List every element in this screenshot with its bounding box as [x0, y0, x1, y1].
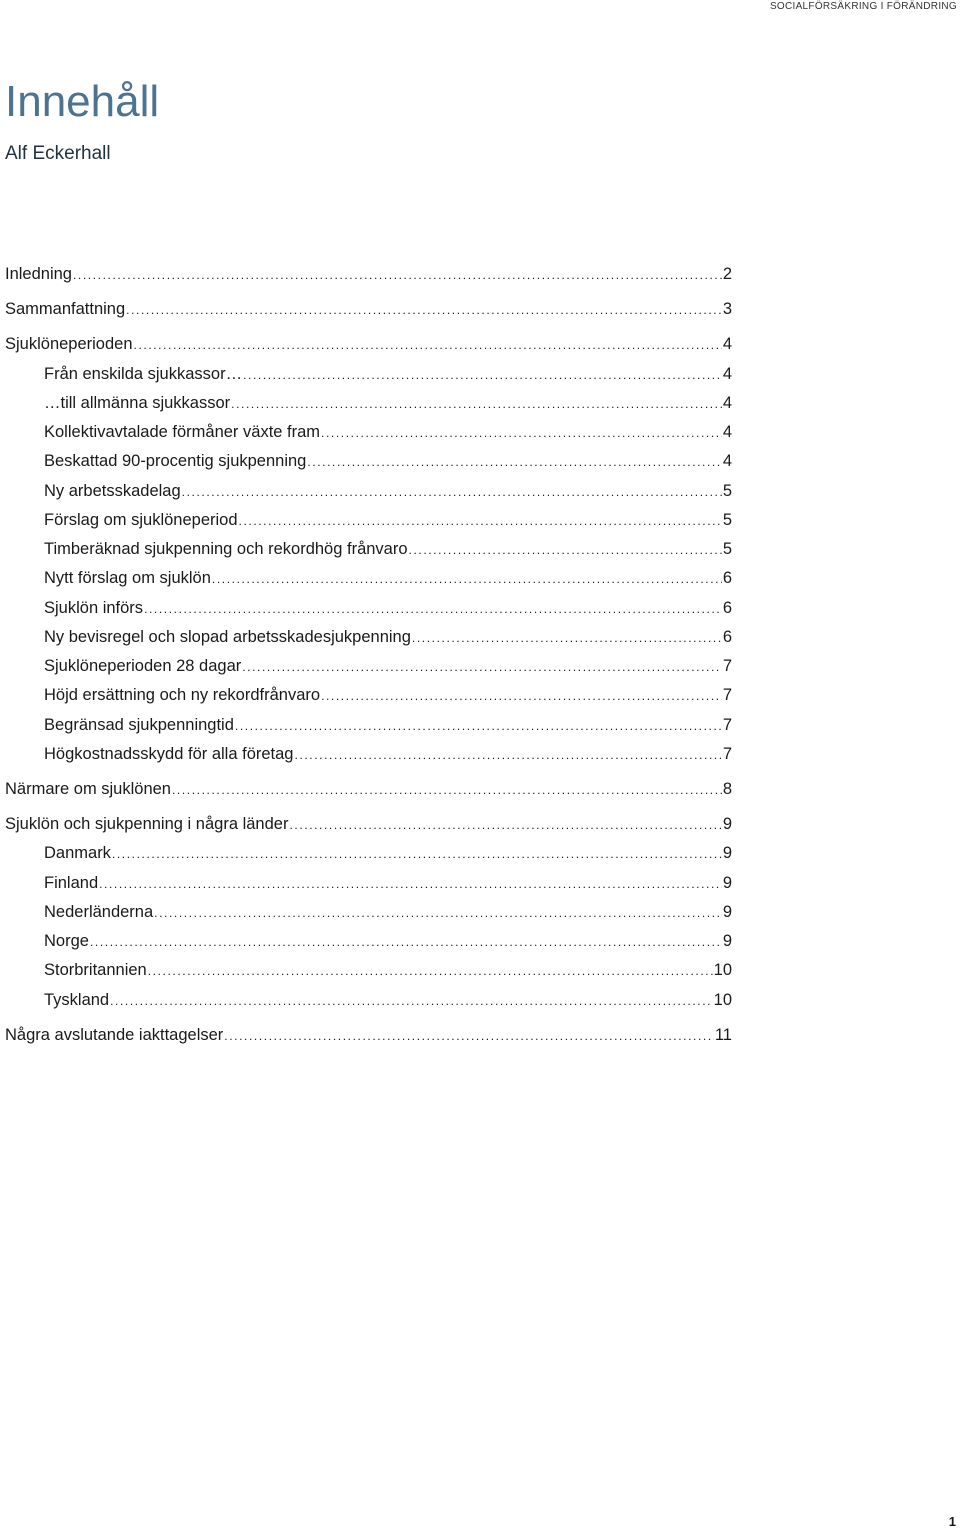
toc-entry-page: 7: [722, 686, 732, 704]
dot-leader: [126, 298, 722, 322]
dot-leader: [99, 872, 722, 896]
toc-entry[interactable]: [44, 742, 732, 766]
toc-entry-page: 11: [714, 1026, 732, 1044]
author-name: Alf Eckerhall: [5, 143, 111, 164]
toc-entry[interactable]: [44, 362, 732, 386]
toc-entry[interactable]: [44, 449, 732, 473]
toc-entry[interactable]: [44, 713, 732, 737]
toc-entry[interactable]: [5, 332, 732, 356]
toc-entry-title: Ny bevisregel och slopad arbetsskadesjukpenning: [44, 628, 411, 646]
toc-entry-page: 9: [722, 815, 732, 833]
toc-entry-page: 9: [722, 932, 732, 950]
running-header: SOCIALFÖRSÄKRING I FÖRÄNDRING: [769, 1, 957, 12]
dot-leader: [90, 930, 722, 954]
toc-entry[interactable]: [44, 566, 732, 590]
toc-entry[interactable]: [44, 508, 732, 532]
dot-leader: [321, 421, 722, 445]
toc-entry[interactable]: [5, 777, 732, 801]
toc-entry[interactable]: [44, 537, 732, 561]
dot-leader: [235, 714, 722, 738]
dot-leader: [243, 363, 722, 387]
toc-entry[interactable]: [44, 596, 732, 620]
toc-entry-page: 7: [722, 745, 732, 763]
toc-entry-title: Sjuklöneperioden 28 dagar: [44, 657, 242, 675]
toc-entry-page: 3: [722, 300, 732, 318]
toc-entry-title: Tyskland: [44, 991, 110, 1009]
toc-entry[interactable]: [44, 391, 732, 415]
dot-leader: [112, 842, 722, 866]
toc-entry-title: Några avslutande iakttagelser: [5, 1026, 224, 1044]
table-of-contents: [5, 0, 732, 1532]
dot-leader: [172, 778, 722, 802]
toc-entry-title: Sammanfattning: [5, 300, 126, 318]
dot-leader: [134, 333, 722, 357]
dot-leader: [412, 626, 722, 650]
toc-entry-page: 6: [722, 599, 732, 617]
dot-leader: [239, 509, 722, 533]
dot-leader: [321, 684, 722, 708]
toc-entry-title: Nytt förslag om sjuklön: [44, 569, 211, 587]
toc-entry[interactable]: [44, 683, 732, 707]
toc-entry[interactable]: [44, 479, 732, 503]
toc-entry-title: Ny arbetsskadelag: [44, 482, 181, 500]
toc-entry-title: Närmare om sjuklönen: [5, 780, 171, 798]
toc-entry[interactable]: [5, 262, 732, 286]
toc-entry-title: Danmark: [44, 844, 111, 862]
toc-entry-title: Beskattad 90-procentig sjukpenning: [44, 452, 307, 470]
toc-entry-title: Finland: [44, 874, 99, 892]
toc-entry[interactable]: [44, 900, 732, 924]
toc-entry-page: 5: [722, 540, 732, 558]
dot-leader: [182, 480, 722, 504]
dot-leader: [110, 989, 713, 1013]
toc-entry-title: Höjd ersättning och ny rekordfrånvaro: [44, 686, 321, 704]
toc-entry[interactable]: [44, 841, 732, 865]
toc-entry-page: 4: [722, 452, 732, 470]
dot-leader: [148, 959, 713, 983]
toc-entry-title: Kollektivavtalade förmåner växte fram: [44, 423, 321, 441]
dot-leader: [224, 1024, 714, 1048]
toc-entry-page: 7: [722, 657, 732, 675]
dot-leader: [73, 263, 722, 287]
toc-entry[interactable]: [44, 420, 732, 444]
toc-entry-page: 4: [722, 394, 732, 412]
toc-entry[interactable]: [44, 625, 732, 649]
toc-entry-title: Högkostnadsskydd för alla företag: [44, 745, 294, 763]
dot-leader: [144, 597, 722, 621]
toc-entry-title: Förslag om sjuklöneperiod: [44, 511, 238, 529]
toc-entry-page: 9: [722, 903, 732, 921]
toc-entry-page: 5: [722, 511, 732, 529]
toc-entry-title: Inledning: [5, 265, 72, 283]
toc-entry[interactable]: [44, 871, 732, 895]
dot-leader: [212, 567, 722, 591]
toc-entry-page: 5: [722, 482, 732, 500]
toc-entry-page: 10: [713, 961, 732, 979]
toc-entry-page: 6: [722, 569, 732, 587]
toc-entry-page: 7: [722, 716, 732, 734]
toc-entry-page: 4: [722, 335, 732, 353]
toc-entry[interactable]: [44, 958, 732, 982]
toc-entry-page: 4: [722, 365, 732, 383]
toc-entry-title: Sjuklöneperioden: [5, 335, 133, 353]
toc-entry-title: Sjuklön införs: [44, 599, 144, 617]
toc-entry-title: Sjuklön och sjukpenning i några länder: [5, 815, 289, 833]
toc-entry-title: Begränsad sjukpenningtid: [44, 716, 234, 734]
toc-entry-title: Timberäknad sjukpenning och rekordhög frånvaro: [44, 540, 408, 558]
toc-entry-page: 9: [722, 874, 732, 892]
dot-leader: [307, 450, 721, 474]
toc-entry-page: 6: [722, 628, 732, 646]
toc-entry-title: Från enskilda sjukkassor…: [44, 365, 243, 383]
page-number: 1: [948, 1514, 956, 1529]
toc-entry[interactable]: [44, 929, 732, 953]
dot-leader: [231, 392, 722, 416]
toc-entry[interactable]: [5, 297, 732, 321]
dot-leader: [294, 743, 721, 767]
toc-entry-page: 4: [722, 423, 732, 441]
toc-entry-page: 2: [722, 265, 732, 283]
toc-entry-title: Storbritannien: [44, 961, 147, 979]
toc-entry[interactable]: [5, 1023, 732, 1047]
toc-entry-title: Norge: [44, 932, 89, 950]
dot-leader: [154, 901, 722, 925]
toc-entry-page: 10: [713, 991, 732, 1009]
toc-entry-title: …till allmänna sjukkassor: [44, 394, 231, 412]
toc-entry-page: 9: [722, 844, 732, 862]
dot-leader: [289, 813, 721, 837]
dot-leader: [242, 655, 722, 679]
toc-entry[interactable]: [44, 654, 732, 678]
page-title: Innehåll: [5, 77, 160, 126]
toc-entry-page: 8: [722, 780, 732, 798]
dot-leader: [409, 538, 722, 562]
toc-entry[interactable]: [5, 812, 732, 836]
toc-entry-title: Nederländerna: [44, 903, 154, 921]
toc-entry[interactable]: [44, 988, 732, 1012]
